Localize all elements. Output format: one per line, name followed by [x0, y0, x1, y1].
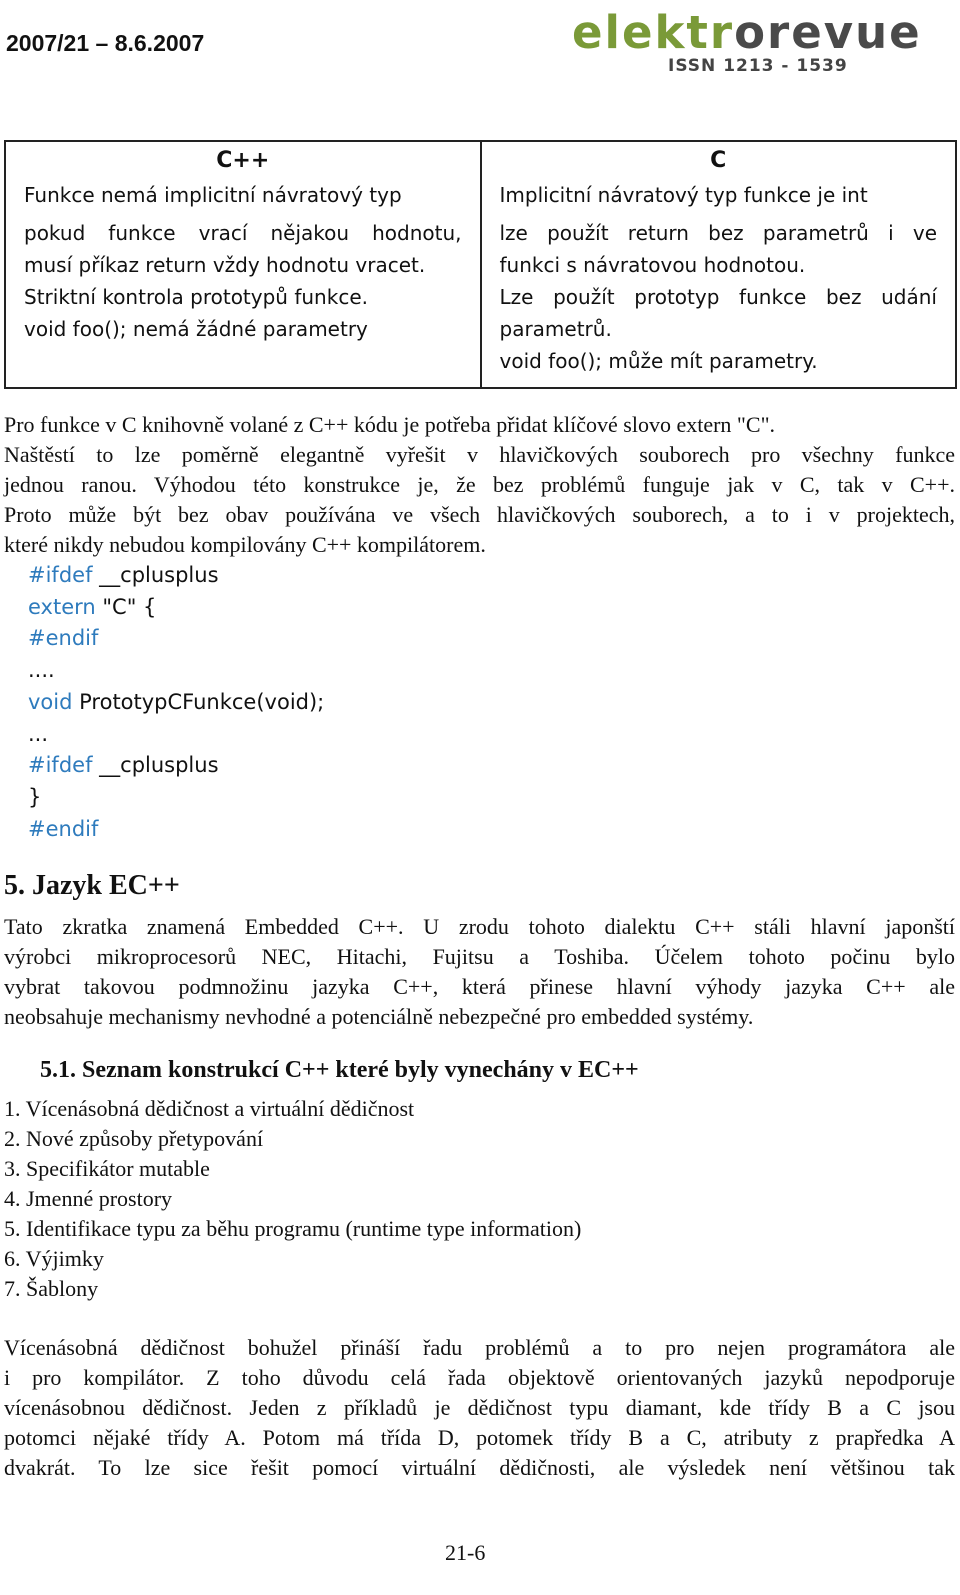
page-number: 21-6	[445, 1540, 486, 1565]
column-header-cpp: C++	[5, 141, 481, 175]
c-line: Lze použít prototyp funkce bez udání	[499, 285, 937, 309]
c-line: funkci s návratovou hodnotou.	[499, 253, 806, 277]
paragraph-line: výrobci mikroprocesorů NEC, Hitachi, Fujitsu a Toshiba. Účelem tohoto počinu bylo	[4, 944, 955, 969]
comparison-table	[4, 140, 957, 389]
paragraph-line: Proto může být bez obav používána ve všech hlavičkových souborech, a to i v projektech,	[4, 502, 955, 527]
paragraph-multiple-inheritance	[4, 1333, 955, 1483]
list-item: 2. Nové způsoby přetypování	[4, 1126, 264, 1151]
code-line: #ifdef __cplusplus	[28, 563, 219, 587]
cpp-cell	[5, 175, 481, 388]
paragraph-line: i pro kompilátor. Z toho důvodu celá řada objektově orientovaných jazyků nepodporuje	[4, 1365, 955, 1390]
c-line: parametrů.	[499, 317, 612, 341]
cpp-line: Striktní kontrola prototypů funkce.	[24, 285, 368, 309]
code-snippet	[28, 560, 324, 845]
list-item: 1. Vícenásobná dědičnost a virtuální dědičnost	[4, 1096, 415, 1121]
omitted-constructs-list	[4, 1094, 581, 1304]
issue-date: 2007/21 – 8.6.2007	[6, 30, 205, 56]
column-header-c: C	[481, 141, 957, 175]
paragraph-line: Naštěstí to lze poměrně elegantně vyřešit v hlavičkových souborech pro všechny funkce	[4, 442, 955, 467]
cpp-line: pokud funkce vrací nějakou hodnotu,	[24, 221, 462, 245]
elektrorevue-logo	[572, 8, 954, 78]
logo-issn: ISSN 1213 - 1539	[668, 56, 848, 76]
code-line: #endif	[28, 816, 99, 841]
code-line: ....	[28, 658, 55, 683]
c-line: Implicitní návratový typ funkce je int	[499, 183, 868, 207]
list-item: 3. Specifikátor mutable	[4, 1156, 210, 1181]
section-5-1-heading: 5.1. Seznam konstrukcí C++ které byly vynechány v EC++	[40, 1057, 639, 1083]
c-line: void foo(); může mít parametry.	[499, 349, 818, 373]
code-line: ...	[28, 721, 49, 746]
paragraph-line: dvakrát. To lze sice řešit pomocí virtuální dědičnosti, ale výsledek není většinou tak	[4, 1455, 955, 1480]
list-item: 5. Identifikace typu za běhu programu (runtime type information)	[4, 1216, 582, 1241]
list-item: 4. Jmenné prostory	[4, 1186, 173, 1211]
c-cell	[481, 175, 957, 388]
code-line: void PrototypCFunkce(void);	[28, 689, 325, 714]
code-line: extern "C" {	[28, 594, 157, 619]
paragraph-line: které nikdy nebudou kompilovány C++ kompilátorem.	[4, 532, 486, 557]
paragraph-line: jednou ranou. Výhodou této konstrukce je, že bez problémů funguje jak v C, tak v C++.	[4, 472, 955, 497]
paragraph-line: Pro funkce v C knihovně volané z C++ kódu je potřeba přidat klíčové slovo extern "C".	[4, 412, 776, 437]
list-item: 6. Výjimky	[4, 1246, 104, 1271]
c-line: lze použít return bez parametrů i ve	[499, 221, 937, 245]
code-line: #ifdef __cplusplus	[28, 753, 219, 778]
paragraph-line: neobsahuje mechanismy nevhodné a potenciálně nebezpečné pro embedded systémy.	[4, 1004, 754, 1029]
section-5-heading: 5. Jazyk EC++	[4, 870, 180, 901]
cpp-line: Funkce nemá implicitní návratový typ	[24, 183, 402, 207]
paragraph-line: vícenásobnou dědičnost. Jeden z příkladů je dědičnost typu diamant, kde třídy B a C jsou	[4, 1395, 955, 1420]
list-item: 7. Šablony	[4, 1276, 99, 1301]
paragraph-line: vybrat takovou podmnožinu jazyka C++, která přinese hlavní výhody jazyka C++ ale	[4, 974, 955, 999]
code-line: }	[28, 784, 42, 809]
logo-wordmark: elektrorevue	[572, 6, 922, 59]
cpp-line: musí příkaz return vždy hodnotu vracet.	[24, 253, 426, 277]
paragraph-line: potomci nějaké třídy A. Potom má třída D, potomek třídy B a C, atributy z prapředka A	[4, 1425, 955, 1450]
paragraph-extern-c	[4, 410, 955, 560]
paragraph-ec-intro	[4, 912, 955, 1032]
paragraph-line: Tato zkratka znamená Embedded C++. U zrodu tohoto dialektu C++ stáli hlavní japonští	[4, 914, 955, 939]
cpp-line: void foo(); nemá žádné parametry	[24, 317, 368, 341]
code-line: #endif	[28, 626, 99, 651]
paragraph-line: Vícenásobná dědičnost bohužel přináší řadu problémů a to pro nejen programátora ale	[4, 1335, 955, 1360]
